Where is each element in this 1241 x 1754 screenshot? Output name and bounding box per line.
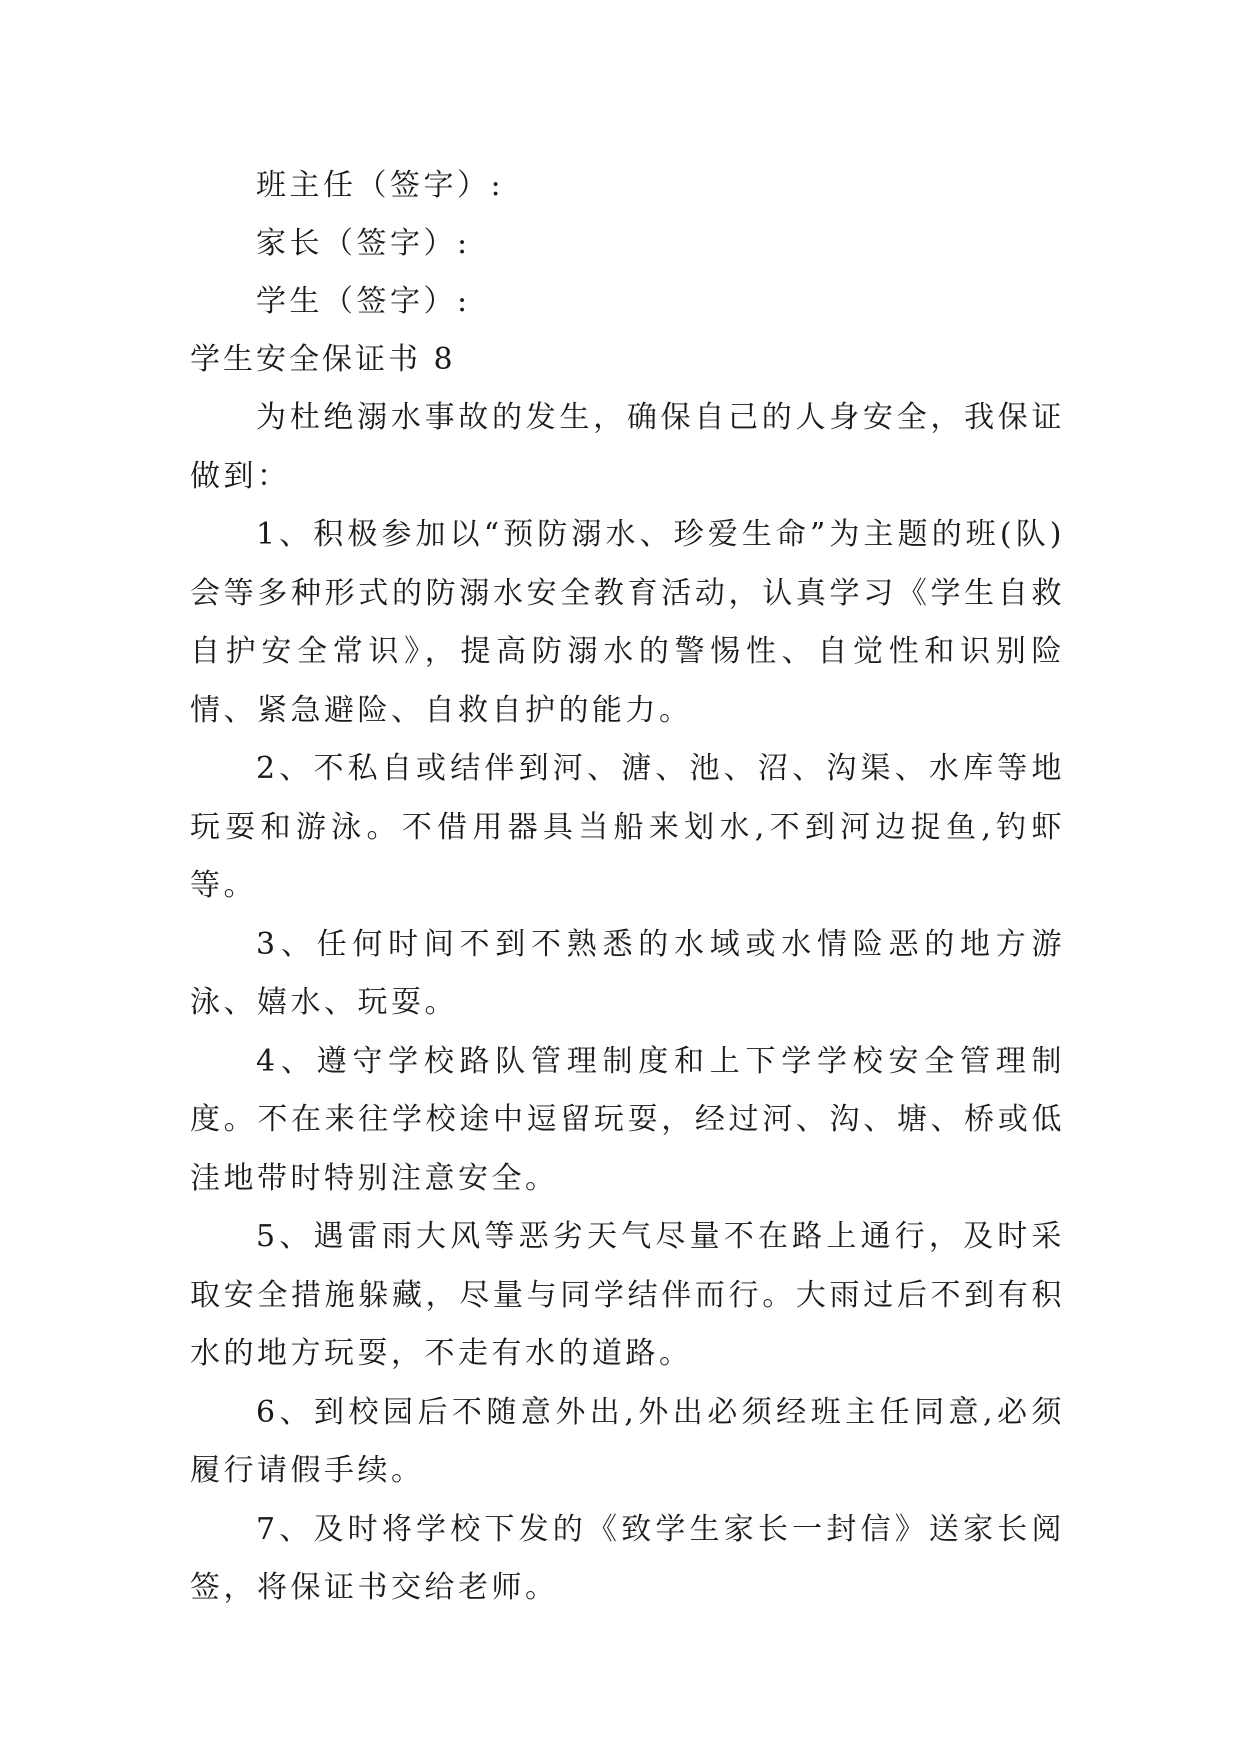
item-paragraph-3: 3、任何时间不到不熟悉的水域或水情险恶的地方游泳、嬉水、玩耍。 bbox=[190, 926, 1065, 1020]
item-paragraph-5: 5、遇雷雨大风等恶劣天气尽量不在路上通行，及时采取安全措施躲藏，尽量与同学结伴而行。大雨过后不到有积水的地方玩耍，不走有水的道路。 bbox=[190, 1219, 1065, 1371]
item-paragraph-7: 7、及时将学校下发的《致学生家长一封信》送家长阅签，将保证书交给老师。 bbox=[190, 1511, 1065, 1605]
head-teacher-signature-label: 班主任（签字）: bbox=[256, 168, 505, 203]
item-paragraph-6: 6、到校园后不随意外出,外出必须经班主任同意,必须履行请假手续。 bbox=[190, 1394, 1065, 1488]
intro-paragraph: 为杜绝溺水事故的发生，确保自己的人身安全，我保证做到： bbox=[190, 400, 1065, 494]
item-paragraph-2: 2、不私自或结伴到河、溏、池、沼、沟渠、水库等地玩耍和游泳。不借用器具当船来划水,不到河边捉鱼,钓虾等。 bbox=[190, 751, 1065, 903]
section-title: 学生安全保证书 8 bbox=[190, 342, 456, 377]
item-paragraph-4: 4、遵守学校路队管理制度和上下学学校安全管理制度。不在来往学校途中逗留玩耍，经过河、沟、塘、桥或低洼地带时特别注意安全。 bbox=[190, 1043, 1065, 1196]
student-signature-label: 学生（签字）: bbox=[256, 284, 471, 319]
item-paragraph-1: 1、积极参加以“预防溺水、珍爱生命”为主题的班(队)会等多种形式的防溺水安全教育活动，认真学习《学生自救自护安全常识》，提高防溺水的警惕性、自觉性和识别险情、紧急避险、自救自护的能力。 bbox=[190, 517, 1065, 728]
body-text bbox=[190, 389, 1065, 1618]
parent-signature-label: 家长（签字）: bbox=[256, 226, 471, 261]
